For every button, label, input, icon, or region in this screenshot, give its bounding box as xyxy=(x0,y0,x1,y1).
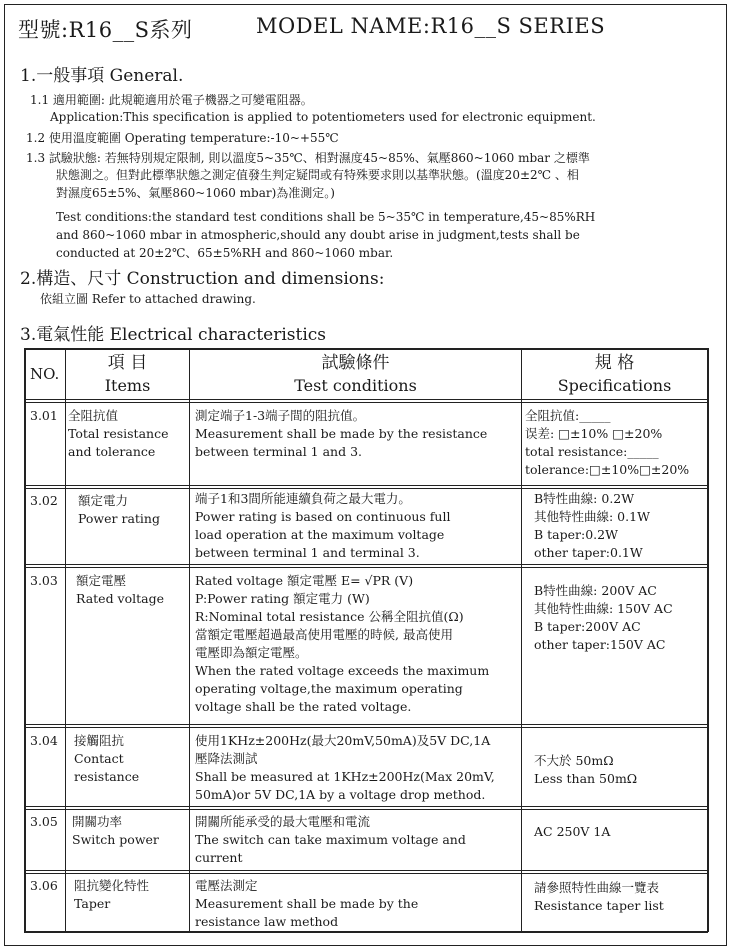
construction-text: 依組立圖 Refer to attached drawing. xyxy=(40,292,256,306)
row-no: 3.04 xyxy=(30,733,58,748)
test-conditions-en-1: Test conditions:the standard test conditions shall be 5~35℃ in temperature,45~85%RH xyxy=(56,210,596,224)
row-condition-line: resistance law method xyxy=(195,914,339,929)
row-condition-line: 端子1和3間所能連續負荷之最大電力。 xyxy=(195,491,411,506)
row-condition-line: 測定端子1-3端子間的阻抗值。 xyxy=(195,408,366,423)
section-electrical-title: 3.電氣性能 Electrical characteristics xyxy=(20,325,327,345)
model-title-en: MODEL NAME:R16__S SERIES xyxy=(256,14,606,38)
row-condition-line: voltage shall be the rated voltage. xyxy=(195,699,412,714)
row-condition-line: 電壓法測定 xyxy=(195,878,258,893)
row-spec-line: B特性曲線: 0.2W xyxy=(534,491,635,506)
row-no: 3.01 xyxy=(30,408,58,423)
row-spec-line: B taper:200V AC xyxy=(534,619,641,634)
test-conditions-en-3: conducted at 20±2℃、65±5%RH and 860~1060 mbar. xyxy=(56,246,394,260)
row-spec-line: 其他特性曲線: 150V AC xyxy=(534,601,673,616)
row-no: 3.03 xyxy=(30,573,58,588)
row-spec-line: 其他特性曲線: 0.1W xyxy=(534,509,650,524)
header-no: NO. xyxy=(30,365,60,383)
row-no: 3.02 xyxy=(30,493,58,508)
row-item-line: 額定電壓 xyxy=(76,573,127,588)
row-item-line: and tolerance xyxy=(68,444,156,459)
row-condition-line: between terminal 1 and 3. xyxy=(195,444,362,459)
row-no: 3.06 xyxy=(30,878,58,893)
row-condition-line: The switch can take maximum voltage and xyxy=(195,832,466,847)
row-condition-line: 50mA)or 5V DC,1A by a voltage drop method. xyxy=(195,787,486,802)
row-item-line: Power rating xyxy=(78,511,160,526)
row-spec-line: other taper:0.1W xyxy=(534,545,643,560)
row-condition-line: P:Power rating 額定電力 (W) xyxy=(195,591,370,606)
row-condition-line: Shall be measured at 1KHz±200Hz(Max 20mV, xyxy=(195,769,495,784)
row-spec-line: 請參照特性曲線一覽表 xyxy=(534,880,660,895)
header-specs-en: Specifications xyxy=(557,376,672,395)
row-spec-line: 误差: □±10% □±20% xyxy=(525,426,663,441)
section-construction-title: 2.構造、尺寸 Construction and dimensions: xyxy=(20,269,385,289)
test-conditions-cn-2: 狀態測之。但對此標準狀態之測定值發生判定疑問或有特殊要求則以基準狀態。(溫度20±2℃ 、相 xyxy=(56,168,579,182)
row-item-line: Contact xyxy=(74,751,124,766)
row-spec-line: Resistance taper list xyxy=(534,898,664,913)
model-title-cn: 型號:R16__S系列 xyxy=(18,18,193,42)
row-spec-line: B taper:0.2W xyxy=(534,527,618,542)
header-items-en: Items xyxy=(104,376,151,395)
row-condition-line: 當額定電壓超過最高使用電壓的時候, 最高使用 xyxy=(195,627,453,642)
row-item-line: 全阻抗值 xyxy=(68,408,119,423)
row-condition-line: 壓降法測試 xyxy=(195,751,258,766)
row-condition-line: current xyxy=(195,850,243,865)
row-condition-line: Measurement shall be made by the xyxy=(195,896,419,911)
header-specs-cn: 規 格 xyxy=(594,353,635,373)
row-no: 3.05 xyxy=(30,814,58,829)
header-items-cn: 項 目 xyxy=(107,353,148,373)
row-item-line: Total resistance xyxy=(68,426,169,441)
row-spec-line: 全阻抗值:_____ xyxy=(525,408,611,423)
header-conditions-en: Test conditions xyxy=(294,376,417,395)
row-condition-line: Measurement shall be made by the resistance xyxy=(195,426,488,441)
row-spec-line: Less than 50mΩ xyxy=(534,771,638,786)
row-item-line: Rated voltage xyxy=(76,591,165,606)
row-item-line: 額定電力 xyxy=(78,493,129,508)
scope-en: Application:This specification is applied to potentiometers used for electronic equipment. xyxy=(50,110,596,124)
row-spec-line: other taper:150V AC xyxy=(534,637,666,652)
row-condition-line: 電壓即為額定電壓。 xyxy=(195,645,308,660)
row-spec-line: tolerance:□±10%□±20% xyxy=(525,462,690,477)
row-condition-line: load operation at the maximum voltage xyxy=(195,527,445,542)
row-item-line: 接觸阻抗 xyxy=(74,733,125,748)
row-condition-line: 開關所能承受的最大電壓和電流 xyxy=(195,814,371,829)
scope-cn: 1.1 適用範圍: 此規範適用於電子機器之可變電阻器。 xyxy=(30,93,313,107)
row-item-line: 開關功率 xyxy=(72,814,123,829)
row-spec-line: total resistance:_____ xyxy=(525,444,659,459)
header-conditions-cn: 試驗條件 xyxy=(321,353,390,373)
row-spec-line: 不大於 50mΩ xyxy=(534,753,614,768)
test-conditions-en-2: and 860~1060 mbar in atmospheric,should any doubt arise in judgment,tests shall be xyxy=(56,228,580,242)
row-condition-line: Rated voltage 額定電壓 E= √PR (V) xyxy=(195,573,414,588)
row-item-line: resistance xyxy=(74,769,140,784)
row-condition-line: 使用1KHz±200Hz(最大20mV,50mA)及5V DC,1A xyxy=(195,733,491,748)
test-conditions-cn-1: 1.3 試驗狀態: 若無特別規定限制, 則以溫度5~35℃、相對濕度45~85%、氣壓860~1060 mbar 之標準 xyxy=(26,151,590,165)
section-general-title: 1.一般事項 General. xyxy=(20,66,184,86)
row-condition-line: Power rating is based on continuous full xyxy=(195,509,451,524)
row-condition-line: R:Nominal total resistance 公稱全阻抗值(Ω) xyxy=(195,609,464,624)
row-item-line: Switch power xyxy=(72,832,159,847)
row-item-line: Taper xyxy=(74,896,111,911)
operating-temperature: 1.2 使用溫度範圍 Operating temperature:-10~+55℃ xyxy=(26,131,339,145)
row-spec-line: B特性曲線: 200V AC xyxy=(534,583,657,598)
row-condition-line: When the rated voltage exceeds the maximum xyxy=(195,663,490,678)
test-conditions-cn-3: 對濕度65±5%、氣壓860~1060 mbar)為准測定。) xyxy=(56,186,335,200)
row-item-line: 阻抗變化特性 xyxy=(74,878,150,893)
row-condition-line: operating voltage,the maximum operating xyxy=(195,681,463,696)
row-condition-line: between terminal 1 and terminal 3. xyxy=(195,545,420,560)
row-spec-line: AC 250V 1A xyxy=(534,824,611,839)
